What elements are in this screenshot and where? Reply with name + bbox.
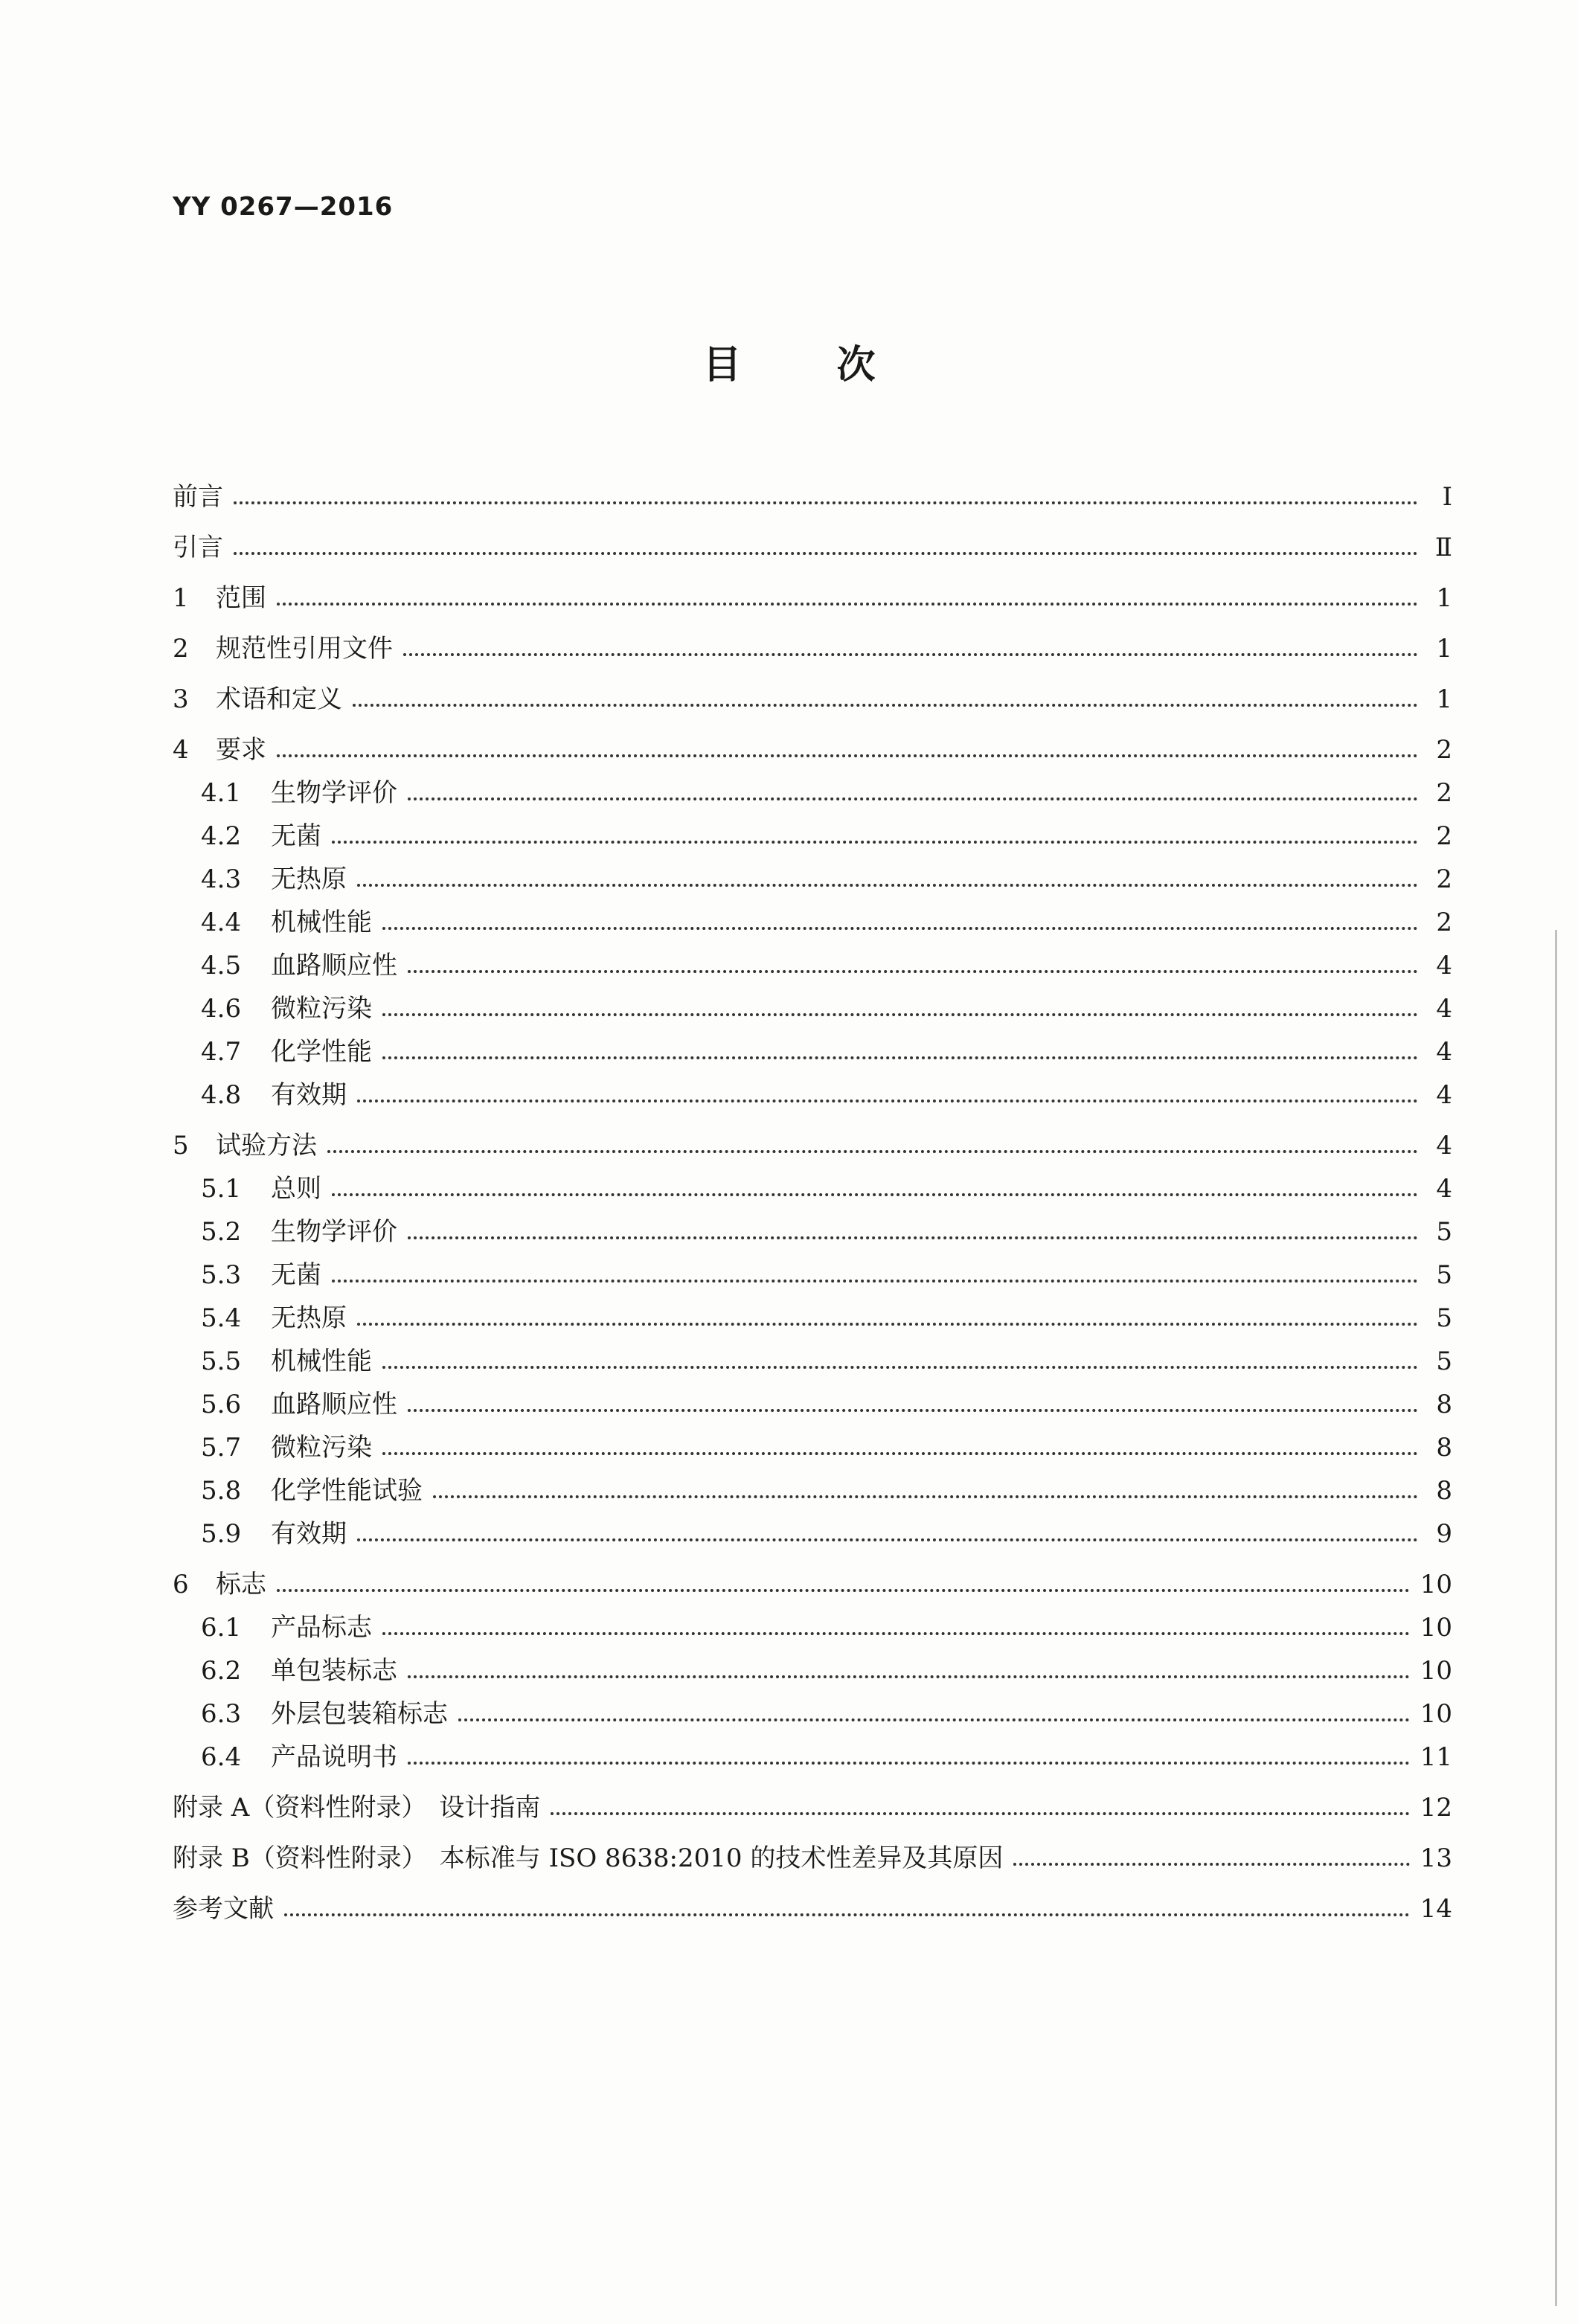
toc-entry[interactable] [173, 1161, 1452, 1204]
dot-leader [408, 1409, 1418, 1412]
toc-entry-page: 2 [1436, 908, 1452, 937]
toc-entry-label: 无热原 [271, 1303, 347, 1333]
toc-entry-page: 5 [1436, 1346, 1452, 1376]
toc-entry[interactable] [173, 1643, 1452, 1686]
toc-entry-label: 产品标志 [271, 1613, 372, 1643]
page-title [0, 333, 1578, 389]
toc-entry-page: 13 [1420, 1843, 1452, 1873]
toc-entry-number: 6 [173, 1570, 189, 1599]
toc-entry-page: 4 [1436, 1080, 1452, 1110]
toc-entry-number: 6.4 [201, 1742, 242, 1772]
document-code: YY 0267—2016 [173, 192, 394, 222]
title-char-1: 目 [702, 343, 742, 388]
dot-leader [408, 1236, 1418, 1239]
toc-entry-number: 1 [173, 583, 189, 613]
toc-entry[interactable] [173, 980, 1452, 1024]
toc-entry-number: 4.1 [201, 778, 242, 808]
toc-entry-label: 试验方法 [216, 1131, 317, 1161]
dot-leader [433, 1495, 1418, 1498]
toc-entry-page: 9 [1436, 1519, 1452, 1549]
toc-entry-number: 5.9 [201, 1519, 242, 1549]
dot-leader [357, 1538, 1418, 1541]
dot-leader [382, 927, 1418, 930]
toc-entry-number: 2 [173, 634, 189, 664]
toc-entry-number: 4.5 [201, 951, 242, 980]
toc-entry-number: 5.4 [201, 1303, 242, 1333]
dot-leader [234, 552, 1418, 555]
toc-entry[interactable] [173, 664, 1452, 714]
toc-entry-number: 5.8 [201, 1476, 242, 1506]
dot-leader [327, 1150, 1418, 1153]
toc-entry-label: 要求 [216, 735, 266, 765]
toc-entry-number: 6.3 [201, 1699, 242, 1729]
toc-entry-number: 3 [173, 684, 189, 714]
title-char-2: 次 [836, 343, 876, 388]
toc-entry[interactable] [173, 1823, 1452, 1873]
dot-leader [408, 1762, 1410, 1765]
toc-entry-number: 5.7 [201, 1433, 242, 1463]
dot-leader [332, 1193, 1418, 1196]
dot-leader [408, 1675, 1410, 1678]
toc-entry-page: 5 [1436, 1217, 1452, 1247]
toc-entry-label: 附录 A（资料性附录） 设计指南 [173, 1793, 541, 1823]
scan-edge-line [1555, 930, 1557, 2306]
toc-entry-label: 参考文献 [173, 1894, 274, 1924]
toc-entry-page: 14 [1420, 1894, 1452, 1924]
toc-entry-label: 生物学评价 [271, 778, 397, 808]
dot-leader [382, 1632, 1410, 1635]
toc-entry[interactable] [173, 1024, 1452, 1067]
toc-entry-label: 总则 [271, 1174, 321, 1204]
toc-entry-label: 外层包装箱标志 [271, 1699, 448, 1729]
dot-leader [353, 704, 1418, 707]
toc-entry[interactable] [173, 714, 1452, 765]
toc-entry-label: 有效期 [271, 1080, 347, 1110]
toc-entry-page: 4 [1436, 994, 1452, 1024]
toc-entry[interactable] [173, 1873, 1452, 1924]
toc-entry[interactable] [173, 1204, 1452, 1247]
toc-entry[interactable] [173, 1772, 1452, 1823]
toc-entry-number: 5.6 [201, 1390, 242, 1419]
dot-leader [382, 1056, 1418, 1059]
dot-leader [357, 884, 1418, 887]
toc-entry-label: 有效期 [271, 1519, 347, 1549]
toc-entry-label: 微粒污染 [271, 994, 372, 1024]
toc-entry-page: 10 [1420, 1613, 1452, 1643]
toc-entry-label: 机械性能 [271, 908, 372, 937]
toc-entry-label: 附录 B（资料性附录） 本标准与 ISO 8638:2010 的技术性差异及其原因 [173, 1843, 1004, 1873]
toc-entry-label: 前言 [173, 482, 223, 512]
toc-entry-page: 8 [1436, 1476, 1452, 1506]
toc-entry[interactable] [173, 1333, 1452, 1376]
toc-entry-label: 规范性引用文件 [216, 634, 393, 664]
dot-leader [408, 797, 1418, 800]
toc-entry-label: 产品说明书 [271, 1742, 397, 1772]
toc-entry-label: 术语和定义 [216, 684, 342, 714]
toc-entry[interactable] [173, 808, 1452, 851]
toc-entry-number: 4.6 [201, 994, 242, 1024]
toc-entry-number: 4 [173, 735, 189, 765]
toc-entry-page: 12 [1420, 1793, 1452, 1823]
toc-entry-label: 无热原 [271, 864, 347, 894]
toc-entry-label: 引言 [173, 533, 223, 562]
toc-entry-page: 11 [1420, 1742, 1452, 1772]
toc-entry[interactable] [173, 1419, 1452, 1463]
toc-entry-number: 4.2 [201, 821, 242, 851]
toc-entry[interactable] [173, 851, 1452, 894]
toc-entry[interactable] [173, 1506, 1452, 1549]
toc-entry-page: 4 [1436, 1131, 1452, 1161]
toc-entry-number: 4.4 [201, 908, 242, 937]
dot-leader [332, 841, 1418, 844]
toc-entry-number: 5 [173, 1131, 189, 1161]
toc-entry[interactable] [173, 1729, 1452, 1772]
toc-entry-label: 无菌 [271, 1260, 321, 1290]
toc-entry-label: 血路顺应性 [271, 951, 397, 980]
toc-entry-page: 10 [1420, 1570, 1452, 1599]
dot-leader [382, 1013, 1418, 1016]
toc-entry-number: 5.1 [201, 1174, 242, 1204]
toc-entry-page: 2 [1436, 735, 1452, 765]
toc-entry-page: 1 [1436, 583, 1452, 613]
toc-entry-page: 4 [1436, 1037, 1452, 1067]
toc-entry-page: 5 [1436, 1260, 1452, 1290]
toc-entry[interactable] [173, 1110, 1452, 1161]
toc-entry-page: 10 [1420, 1699, 1452, 1729]
toc-entry-page: 1 [1436, 684, 1452, 714]
toc-entry[interactable] [173, 1463, 1452, 1506]
toc-entry-label: 生物学评价 [271, 1217, 397, 1247]
toc-entry[interactable] [173, 1067, 1452, 1110]
toc-entry-number: 6.1 [201, 1613, 242, 1643]
toc-entry-number: 4.7 [201, 1037, 242, 1067]
dot-leader [403, 653, 1418, 656]
toc-entry-page: 2 [1436, 778, 1452, 808]
toc-entry[interactable] [173, 1247, 1452, 1290]
toc-entry-number: 5.2 [201, 1217, 242, 1247]
toc-entry-page: 8 [1436, 1390, 1452, 1419]
dot-leader [357, 1323, 1418, 1326]
toc-entry-label: 范围 [216, 583, 266, 613]
dot-leader [458, 1718, 1410, 1721]
toc-entry-label: 标志 [216, 1570, 266, 1599]
toc-entry-page: 2 [1436, 864, 1452, 894]
toc-entry-page: 4 [1436, 951, 1452, 980]
toc-entry-label: 单包装标志 [271, 1656, 397, 1686]
toc-entry[interactable] [173, 512, 1452, 562]
toc-entry-label: 化学性能试验 [271, 1476, 423, 1506]
dot-leader [277, 754, 1418, 757]
dot-leader [551, 1812, 1409, 1815]
toc-entry-page: 1 [1436, 634, 1452, 664]
dot-leader [277, 603, 1418, 606]
dot-leader [382, 1452, 1418, 1455]
toc-entry-number: 5.5 [201, 1346, 242, 1376]
dot-leader [234, 501, 1418, 504]
toc-entry[interactable] [173, 562, 1452, 613]
toc-entry[interactable] [173, 937, 1452, 980]
toc-entry-label: 无菌 [271, 821, 321, 851]
toc-entry-number: 6.2 [201, 1656, 242, 1686]
toc-entry[interactable] [173, 1290, 1452, 1333]
toc-entry[interactable] [173, 765, 1452, 808]
toc-entry-label: 机械性能 [271, 1346, 372, 1376]
toc-entry-label: 化学性能 [271, 1037, 372, 1067]
dot-leader [1013, 1863, 1409, 1866]
dot-leader [357, 1100, 1418, 1102]
toc-entry-page: 2 [1436, 821, 1452, 851]
dot-leader [284, 1913, 1410, 1916]
toc-entry-page: 4 [1436, 1174, 1452, 1204]
toc-entry[interactable] [173, 1686, 1452, 1729]
toc-entry-page: 5 [1436, 1303, 1452, 1333]
table-of-contents [173, 461, 1452, 1924]
toc-entry-label: 微粒污染 [271, 1433, 372, 1463]
toc-entry-number: 4.8 [201, 1080, 242, 1110]
toc-entry[interactable] [173, 613, 1452, 664]
toc-entry[interactable] [173, 1549, 1452, 1599]
toc-entry-page: Ⅱ [1434, 533, 1452, 562]
dot-leader [408, 970, 1418, 973]
toc-entry[interactable] [173, 461, 1452, 512]
toc-entry-page: 10 [1420, 1656, 1452, 1686]
toc-entry-label: 血路顺应性 [271, 1390, 397, 1419]
toc-entry[interactable] [173, 1376, 1452, 1419]
toc-entry-number: 5.3 [201, 1260, 242, 1290]
toc-entry[interactable] [173, 1599, 1452, 1643]
dot-leader [382, 1366, 1418, 1369]
toc-entry[interactable] [173, 894, 1452, 937]
toc-entry-number: 4.3 [201, 864, 242, 894]
dot-leader [332, 1280, 1418, 1283]
toc-entry-page: 8 [1436, 1433, 1452, 1463]
toc-entry-page: Ⅰ [1442, 482, 1452, 512]
dot-leader [277, 1589, 1410, 1592]
